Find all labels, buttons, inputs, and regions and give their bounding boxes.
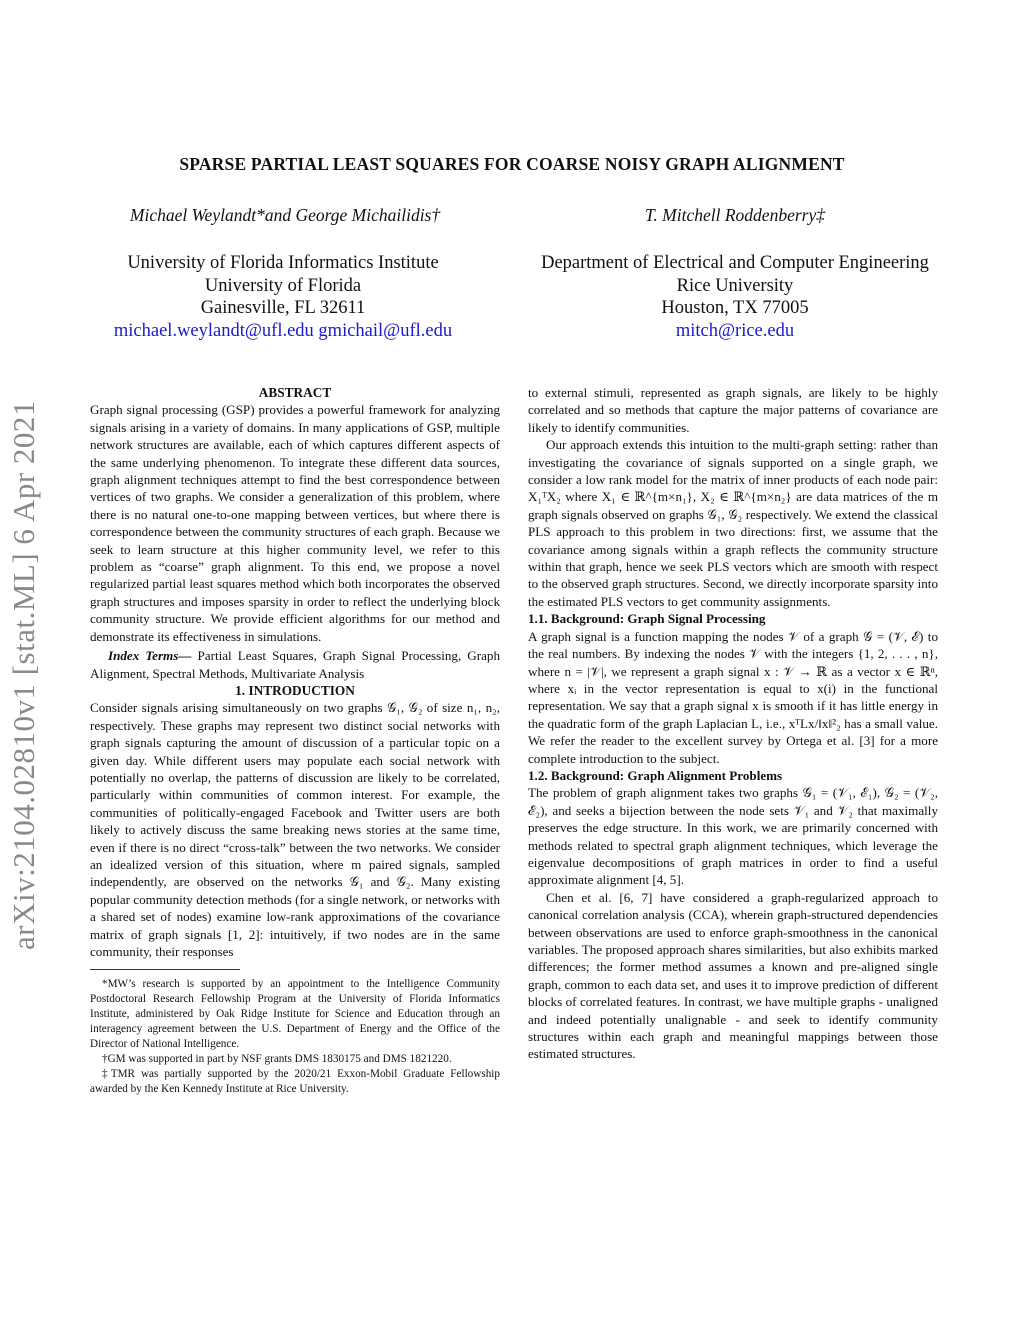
left-column (90, 384, 500, 1097)
index-terms-label: Index Terms— (108, 648, 192, 664)
footnotes (90, 977, 500, 1097)
footnote-3: ‡TMR was partially supported by the 2020/21 Exxon-Mobil Graduate Fellowship awarded by the Ken Kennedy Institute at Rice University. (90, 1068, 500, 1096)
intro-heading: 1. INTRODUCTION (235, 682, 355, 698)
section-1-2-heading: 1.2. Background: Graph Alignment Problems (528, 767, 783, 783)
intro-paragraph-1: Consider signals arising simultaneously on two graphs 𝒢₁, 𝒢₂ of size n₁, n₂, respectively. These graphs may represent two distinct social networks with graph signals capturing the amount of discussion of a particular topic on a given day. While different users may populate each social network with potentially no overlap, the patterns of discussion are likely to be correlated, particularly within communities of common interest. For example, the communities of politically-engaged Facebook and Twitter users are both likely to actively discuss the same breaking news stories at the same time, even if there is no direct “cross-talk” between the two networks. We consider an idealized version of this situation, where m paired signals, sampled independently, are observed on the networks 𝒢₁ and 𝒢₂. Many existing popular community detection methods (for a single network, or networks with a shared set of nodes) examine low-rank approximations of the covariance matrix of graph signals [1, 2]: intuitively, if two nodes are in the same community, their responses (90, 700, 500, 959)
paper-title: SPARSE PARTIAL LEAST SQUARES FOR COARSE NOISY GRAPH ALIGNMENT (179, 154, 845, 174)
section-1-1-text: A graph signal is a function mapping the nodes 𝒱 of a graph 𝒢 = (𝒱, ℰ) to the real numbers. By indexing the nodes 𝒱 with the integers {1, 2, . . . , n}, where n = |𝒱|, we represent a graph signal x : 𝒱 → ℝ as a vector x ∈ ℝⁿ, where xᵢ in the vector representation is equal to x(i) in the functional representation. We say that a graph signal x is smooth if it has little energy in the quadratic form of the graph Laplacian L, i.e., xᵀLx/‖x‖²₂ has a small value. We refer the reader to the excellent survey by Ortega et al. [3] for a more complete introduction to the subject. (528, 628, 938, 766)
affil-right-university: Rice University (676, 275, 794, 296)
index-terms (90, 647, 500, 682)
section-1-1-heading: 1.1. Background: Graph Signal Processing (528, 611, 766, 627)
affiliation-right (510, 252, 960, 342)
section-1-2-paragraph-1: The problem of graph alignment takes two graphs 𝒢₁ = (𝒱₁, ℰ₁), 𝒢₂ = (𝒱₂, ℰ₂), and seeks a bijection between the node sets 𝒱₁ and 𝒱₂ that maximally preserves the edge structure. In this work, we are primarily concerned with methods related to spectral graph alignment techniques, which leverage the eigenvalue decompositions of graph matrices in order to find a useful approximate alignment [4, 5]. (528, 785, 938, 888)
authors-right: T. Mitchell Roddenberry‡ (645, 205, 825, 225)
footnote-1: *MW’s research is supported by an appointment to the Intelligence Community Postdoctoral Research Fellowship Program at the University of Florida Informatics Institute, administered by Oak Ridge Institute for Science and Education through an interagency agreement between the U.S. Department of Energy and the Office of the Director of National Intelligence. (90, 978, 500, 1051)
footnote-rule (90, 969, 240, 970)
intro-paragraph-2: Our approach extends this intuition to the multi-graph setting: rather than investigating the covariance of signals supported on a single graph, we consider a low rank model for the matrix of inner products of each node pair: X₁ᵀX₂ where X₁ ∈ ℝ^{m×n₁}, X₂ ∈ ℝ^{m×n₂} are data matrices of the m graph signals observed on graphs 𝒢₁, 𝒢₂ respectively. We extend the classical PLS approach to this problem in two directions: first, we assume that the covariance among signals within a graph reflects the community structure within that graph, hence we seek PLS vectors which are smooth with respect to the observed graph structures. Second, we directly incorporate sparsity into the estimated PLS vectors to get community assignments. (528, 437, 938, 609)
abstract-heading: ABSTRACT (258, 385, 332, 400)
affiliation-left (58, 252, 508, 342)
affil-left-institute: University of Florida Informatics Institute (127, 253, 439, 273)
right-column (528, 384, 938, 1063)
authors-left: Michael Weylandt*and George Michailidis† (129, 205, 441, 225)
affil-left-emails[interactable]: michael.weylandt@ufl.edu gmichail@ufl.edu (113, 320, 453, 341)
abstract-text: Graph signal processing (GSP) provides a powerful framework for analyzing signals arising in a variety of domains. In many applications of GSP, multiple network structures are available, each of which captures different aspects of the same underlying phenomenon. To integrate these different data sources, graph alignment techniques attempt to find the best correspondence between vertices of two graphs. We consider a generalization of this problem, where there is no natural one-to-one mapping between vertices, but where there is correspondence between the community structures of each graph. Because we seek to learn structure at this higher community level, we refer to this problem as “coarse” graph alignment. To this end, we propose a novel regularized partial least squares method which both incorporates the observed graph structures and imposes sparsity in order to reflect the underlying block community structure. We provide efficient algorithms for our method and demonstrate its effectiveness in simulations. (90, 402, 500, 644)
affil-right-emails[interactable]: mitch@rice.edu (675, 320, 795, 341)
affil-left-city: Gainesville, FL 32611 (200, 298, 366, 318)
index-terms-text: Partial Least Squares, Graph Signal Processing, Graph Alignment, Spectral Methods, Multivariate Analysis (90, 648, 500, 681)
affil-left-university: University of Florida (204, 275, 362, 296)
arxiv-stamp: arXiv:2104.02810v1 [stat.ML] 6 Apr 2021 (6, 400, 41, 950)
footnote-2: †GM was supported in part by NSF grants DMS 1830175 and DMS 1821220. (102, 1053, 452, 1066)
affil-right-city: Houston, TX 77005 (661, 298, 809, 318)
section-1-2-paragraph-2: Chen et al. [6, 7] have considered a graph-regularized approach to canonical correlation analysis (CCA), wherein graph-structured dependencies between observations are used to enforce graph-smoothness in the canonical variables. The proposed approach shares similarities, but also exhibits marked differences; the former method assumes a known and pre-aligned single graph, common to each data set, and uses it to improve prediction of different blocks of correlated features. In contrast, we have multiple graphs - unaligned and indeed potentially unalignable - and seek to identify community structures within each graph and meaningful mappings between those estimated structures. (528, 889, 938, 1062)
intro-paragraph-1-cont: to external stimuli, represented as graph signals, are likely to be highly correlated and so methods that capture the major patterns of covariance are likely to identify communities. (528, 385, 938, 435)
affil-right-institute: Department of Electrical and Computer Engineering (541, 253, 929, 273)
